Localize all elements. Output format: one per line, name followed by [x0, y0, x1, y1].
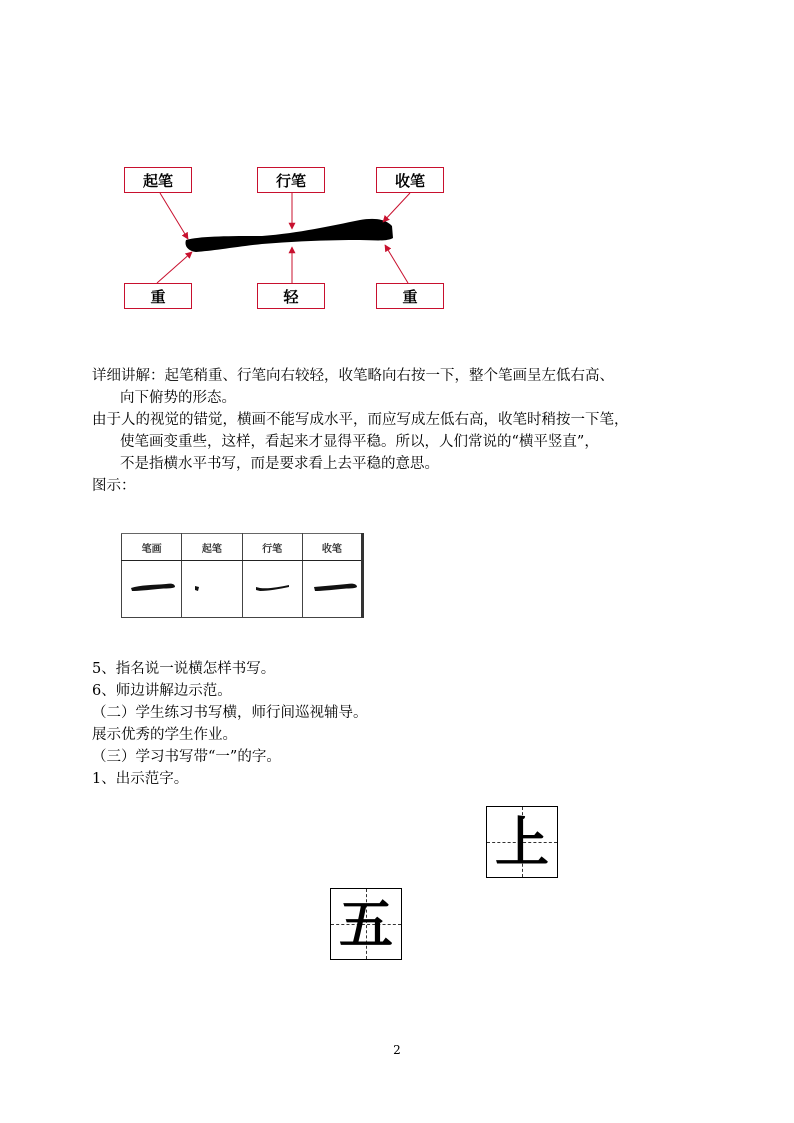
full-stroke-image: [122, 561, 182, 617]
arrow-zhong-left: [157, 252, 192, 283]
end-stroke-image: [303, 561, 363, 617]
label-zhong-left: 重: [124, 283, 192, 309]
arrow-shoubi: [383, 193, 410, 222]
char-box-shang: [486, 806, 558, 878]
char-wu: 五: [339, 892, 393, 956]
cell-end-stroke: [302, 561, 362, 618]
illusion-line-2: 使笔画变重些，这样，看起来才显得平稳。所以，人们常说的“横平竖直”，: [120, 434, 599, 450]
page-number: 2: [393, 1043, 401, 1057]
step-1: 1、出示范字。: [92, 771, 189, 787]
figure-label: 图示：: [92, 478, 136, 494]
explanation-line-1: 详细讲解：起笔稍重、行笔向右较轻，收笔略向右按一下，整个笔画呈左低右高、: [92, 368, 614, 384]
label-zhong-right: 重: [376, 283, 444, 309]
part-3: （三）学习书写带“一”的字。: [92, 749, 281, 765]
cell-start-stroke: [182, 561, 242, 618]
char-box-wu: [330, 888, 402, 960]
stroke-table-image-row: [122, 561, 363, 618]
header-bihua: 笔画: [122, 534, 182, 561]
label-shoubi: 收笔: [376, 167, 444, 193]
label-qing: 轻: [257, 283, 325, 309]
start-stroke-image: [182, 561, 242, 617]
header-shoubi: 收笔: [302, 534, 362, 561]
cell-full-stroke: [122, 561, 182, 618]
arrow-zhong-right: [385, 245, 408, 283]
step-5: 5、指名说一说横怎样书写。: [92, 661, 276, 677]
cell-middle-stroke: [242, 561, 302, 618]
stroke-diagram: [0, 0, 794, 340]
char-shang: 上: [495, 810, 549, 874]
header-qibi: 起笔: [182, 534, 242, 561]
header-xingbi: 行笔: [242, 534, 302, 561]
middle-stroke-image: [243, 561, 303, 617]
label-qibi: 起笔: [124, 167, 192, 193]
part-2: （二）学生练习书写横，师行间巡视辅导。: [92, 705, 368, 721]
illusion-line-3: 不是指横水平书写，而是要求看上去平稳的意思。: [120, 456, 439, 472]
brush-stroke-shape: [185, 219, 393, 252]
show-work: 展示优秀的学生作业。: [92, 727, 237, 743]
explanation-line-2: 向下俯势的形态。: [120, 390, 236, 406]
label-xingbi: 行笔: [257, 167, 325, 193]
stroke-table: [121, 533, 364, 618]
step-6: 6、师边讲解边示范。: [92, 683, 232, 699]
stroke-table-header-row: [122, 534, 363, 561]
arrow-qibi: [160, 193, 188, 239]
illusion-line-1: 由于人的视觉的错觉，横画不能写成水平，而应写成左低右高，收笔时稍按一下笔，: [92, 412, 629, 428]
